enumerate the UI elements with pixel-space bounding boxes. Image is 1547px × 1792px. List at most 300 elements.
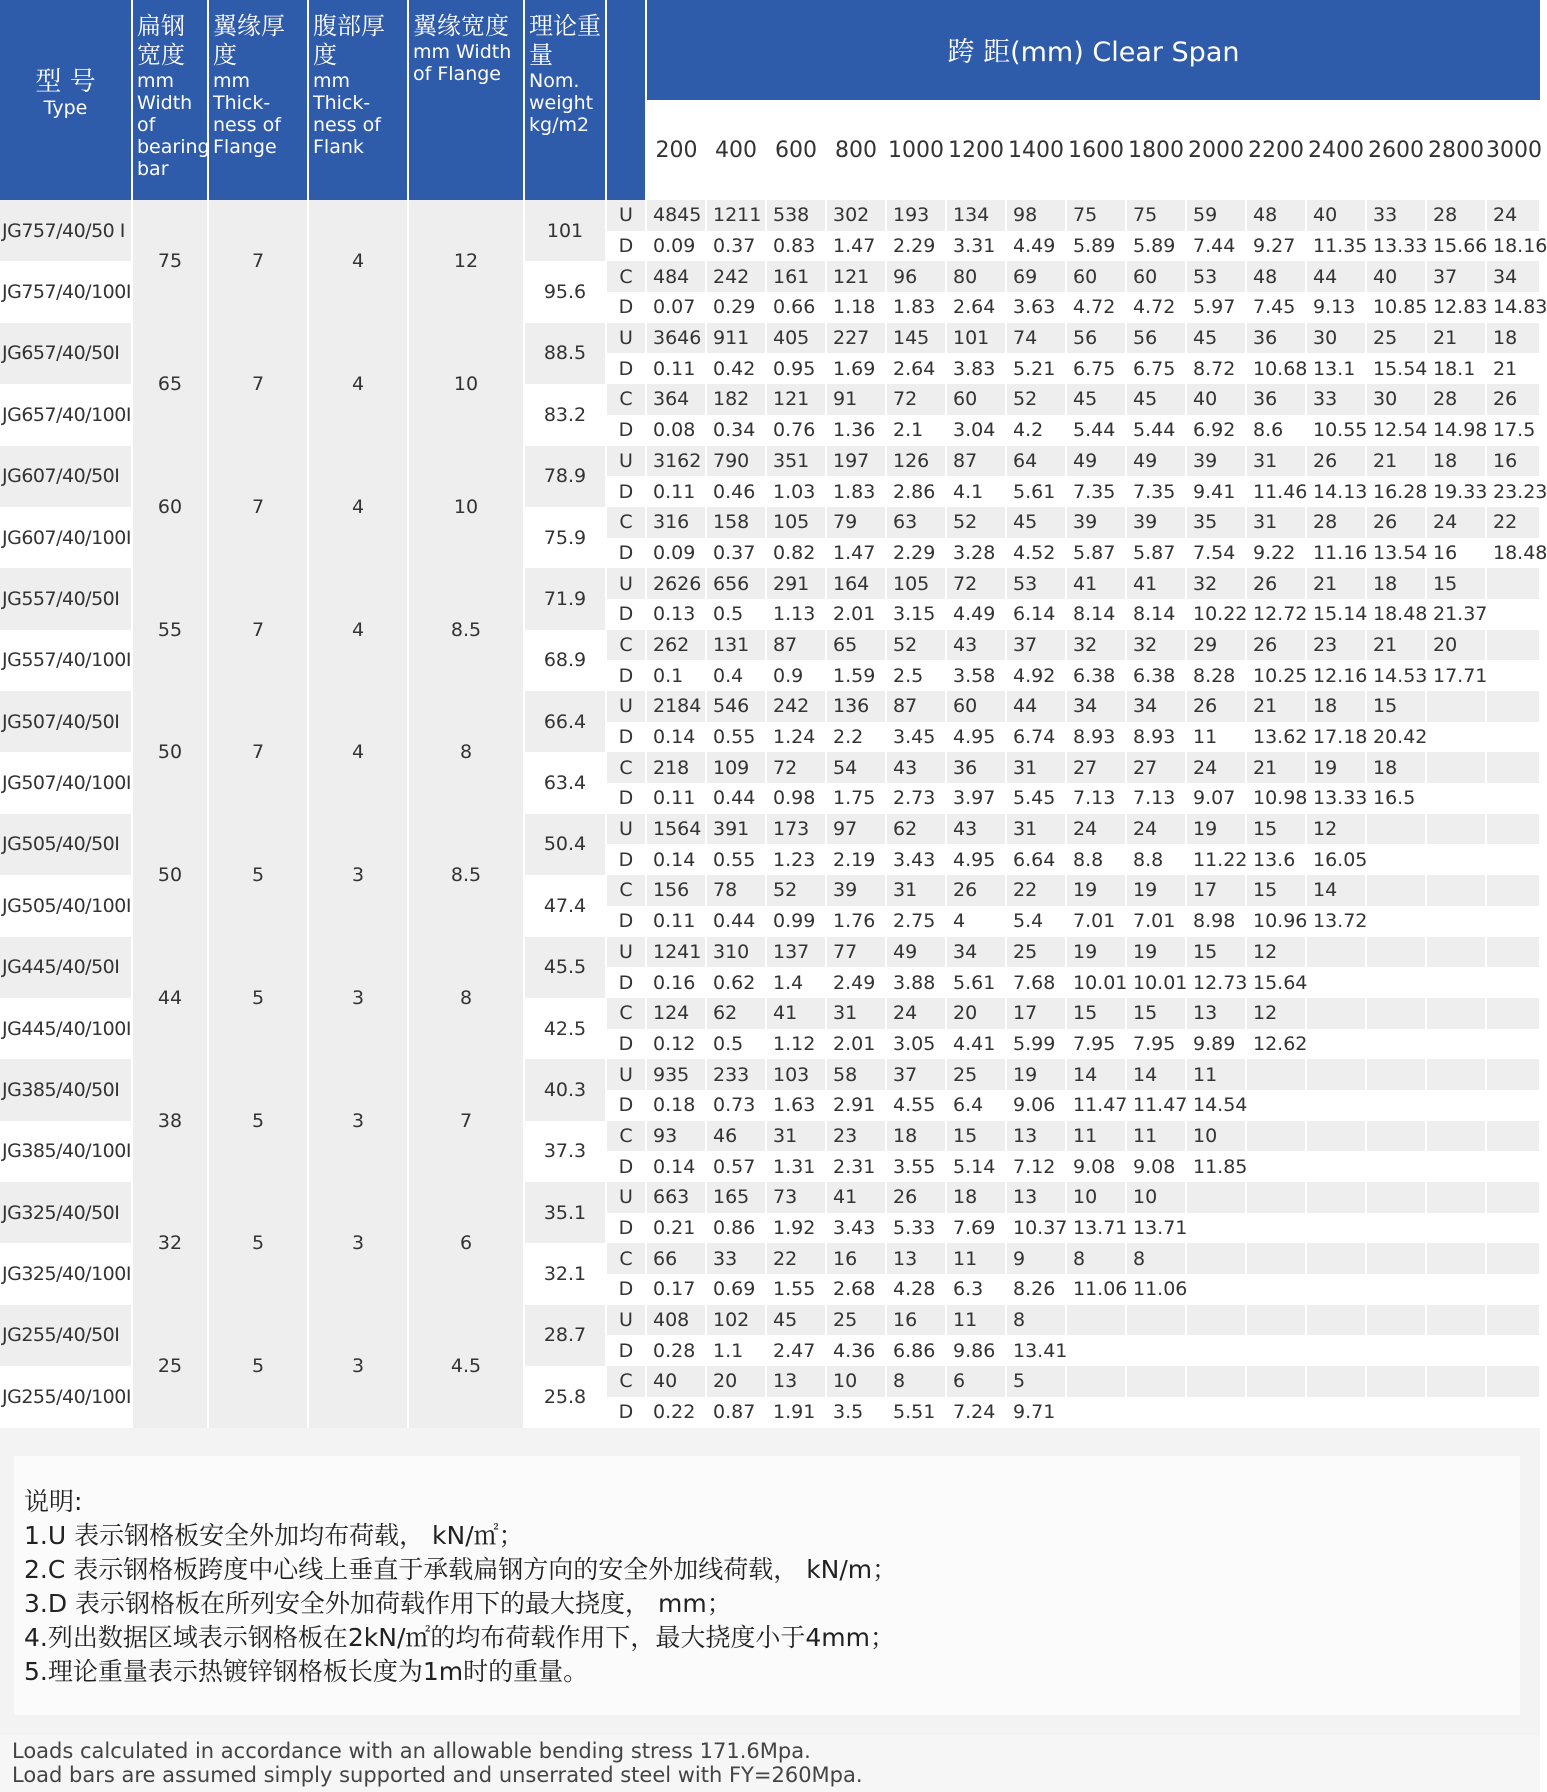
spec-width-cell: 44 <box>132 937 208 1060</box>
value-cell: 12.83 <box>1426 292 1486 323</box>
value-cell: 4845 <box>646 200 706 231</box>
weight-cell: 47.4 <box>524 875 606 936</box>
value-cell: 9.08 <box>1066 1151 1126 1182</box>
value-cell: 0.73 <box>706 1090 766 1121</box>
value-cell <box>1486 568 1540 599</box>
value-cell: 1.83 <box>886 292 946 323</box>
value-cell <box>1366 1029 1426 1060</box>
value-cell: 9.13 <box>1306 292 1366 323</box>
value-cell: 16 <box>886 1305 946 1336</box>
value-cell: 0.82 <box>766 538 826 569</box>
value-cell: 408 <box>646 1305 706 1336</box>
load-type-cell: D <box>606 415 646 446</box>
value-cell: 0.14 <box>646 1151 706 1182</box>
header-load-type <box>606 0 646 200</box>
spec-flank-thk-cell: 3 <box>308 1305 408 1428</box>
value-cell <box>1486 783 1540 814</box>
value-cell: 53 <box>1186 261 1246 292</box>
value-cell: 16.28 <box>1366 476 1426 507</box>
value-cell: 12 <box>1246 937 1306 968</box>
value-cell: 63 <box>886 507 946 538</box>
value-cell <box>1366 1243 1426 1274</box>
weight-cell: 71.9 <box>524 568 606 629</box>
type-cell: JG507/40/50I <box>0 691 132 752</box>
value-cell: 19 <box>1066 875 1126 906</box>
value-cell: 18 <box>1306 691 1366 722</box>
spec-flank-thk-cell: 4 <box>308 691 408 814</box>
value-cell: 1.13 <box>766 599 826 630</box>
value-cell <box>1486 1274 1540 1305</box>
span-header-cell: 1400 <box>1006 100 1066 200</box>
weight-cell: 32.1 <box>524 1243 606 1304</box>
note-item: 5.理论重量表示热镀锌钢格板长度为1m时的重量。 <box>24 1657 589 1686</box>
value-cell: 0.5 <box>706 599 766 630</box>
value-cell: 9 <box>1006 1243 1066 1274</box>
weight-cell: 68.9 <box>524 630 606 691</box>
load-type-cell: C <box>606 384 646 415</box>
value-cell: 1.59 <box>826 660 886 691</box>
type-cell: JG505/40/100I <box>0 875 132 936</box>
value-cell: 164 <box>826 568 886 599</box>
spec-flange-thk-cell: 7 <box>208 691 308 814</box>
value-cell <box>1246 1121 1306 1152</box>
value-cell: 28 <box>1426 200 1486 231</box>
value-cell <box>1306 1029 1366 1060</box>
value-cell: 8.8 <box>1126 844 1186 875</box>
value-cell: 20 <box>946 998 1006 1029</box>
spec-width-cell: 60 <box>132 446 208 569</box>
header-weight-zh: 理论重量 <box>529 12 601 69</box>
value-cell: 3646 <box>646 323 706 354</box>
value-cell <box>1426 1059 1486 1090</box>
value-cell: 11.22 <box>1186 844 1246 875</box>
value-cell: 11.35 <box>1306 231 1366 262</box>
value-cell: 0.17 <box>646 1274 706 1305</box>
value-cell: 7.13 <box>1126 783 1186 814</box>
table-row <box>0 691 1540 722</box>
value-cell: 21 <box>1366 446 1426 477</box>
value-cell: 0.11 <box>646 783 706 814</box>
value-cell: 1.12 <box>766 1029 826 1060</box>
span-header-cell: 2600 <box>1366 100 1426 200</box>
value-cell <box>1426 1213 1486 1244</box>
value-cell <box>1366 1182 1426 1213</box>
value-cell: 6.38 <box>1066 660 1126 691</box>
value-cell <box>1426 1274 1486 1305</box>
value-cell: 20 <box>706 1366 766 1397</box>
value-cell: 74 <box>1006 323 1066 354</box>
span-header-cell: 2200 <box>1246 100 1306 200</box>
value-cell: 19 <box>1126 875 1186 906</box>
value-cell: 10 <box>1126 1182 1186 1213</box>
value-cell <box>1426 998 1486 1029</box>
load-type-cell: U <box>606 814 646 845</box>
value-cell: 13.72 <box>1306 906 1366 937</box>
value-cell: 6.86 <box>886 1335 946 1366</box>
value-cell: 40 <box>1186 384 1246 415</box>
value-cell: 33 <box>1306 384 1366 415</box>
span-header-cell: 1800 <box>1126 100 1186 200</box>
value-cell <box>1366 1090 1426 1121</box>
value-cell: 58 <box>826 1059 886 1090</box>
header-weight <box>524 0 606 200</box>
value-cell <box>1126 1335 1186 1366</box>
type-cell: JG385/40/50I <box>0 1059 132 1120</box>
value-cell: 0.66 <box>766 292 826 323</box>
note-item: 4.列出数据区域表示钢格板在2kN/㎡的均布荷载作用下，最大挠度小于4mm； <box>24 1623 895 1652</box>
span-title: 跨 距(mm) Clear Span <box>647 0 1540 70</box>
type-cell: JG607/40/100I <box>0 507 132 568</box>
value-cell <box>1306 998 1366 1029</box>
spec-flank-thk-cell: 3 <box>308 1182 408 1305</box>
value-cell <box>1426 691 1486 722</box>
value-cell <box>1366 1366 1426 1397</box>
value-cell <box>1246 1366 1306 1397</box>
load-type-cell: D <box>606 783 646 814</box>
value-cell: 2626 <box>646 568 706 599</box>
value-cell: 34 <box>1066 691 1126 722</box>
value-cell: 39 <box>1186 446 1246 477</box>
value-cell: 1.83 <box>826 476 886 507</box>
value-cell <box>1426 1151 1486 1182</box>
value-cell <box>1486 722 1540 753</box>
value-cell: 7.95 <box>1126 1029 1186 1060</box>
value-cell: 2.31 <box>826 1151 886 1182</box>
spec-flange-thk-cell: 7 <box>208 200 308 323</box>
load-type-cell: C <box>606 998 646 1029</box>
value-cell: 218 <box>646 752 706 783</box>
spec-flange-w-cell: 8 <box>408 937 524 1060</box>
value-cell <box>1486 937 1540 968</box>
value-cell: 11 <box>1186 722 1246 753</box>
value-cell: 17 <box>1006 998 1066 1029</box>
value-cell: 7.69 <box>946 1213 1006 1244</box>
value-cell: 5.87 <box>1126 538 1186 569</box>
value-cell: 105 <box>766 507 826 538</box>
value-cell: 72 <box>946 568 1006 599</box>
value-cell <box>1486 906 1540 937</box>
value-cell: 43 <box>886 752 946 783</box>
value-cell: 10.68 <box>1246 353 1306 384</box>
value-cell: 0.16 <box>646 967 706 998</box>
spec-flange-thk-cell: 5 <box>208 937 308 1060</box>
value-cell: 193 <box>886 200 946 231</box>
value-cell: 45 <box>1006 507 1066 538</box>
value-cell: 6.92 <box>1186 415 1246 446</box>
value-cell: 2.01 <box>826 1029 886 1060</box>
header-width-zh: 扁钢宽度 <box>137 12 185 69</box>
table-row <box>0 1059 1540 1090</box>
value-cell: 4.49 <box>1006 231 1066 262</box>
value-cell <box>1486 660 1540 691</box>
value-cell: 11.06 <box>1126 1274 1186 1305</box>
value-cell: 8.93 <box>1126 722 1186 753</box>
value-cell: 16.5 <box>1366 783 1426 814</box>
value-cell: 3.15 <box>886 599 946 630</box>
value-cell <box>1306 1059 1366 1090</box>
value-cell: 79 <box>826 507 886 538</box>
header-clear-span <box>646 0 1540 100</box>
value-cell: 12.73 <box>1186 967 1246 998</box>
value-cell: 2.73 <box>886 783 946 814</box>
value-cell <box>1426 844 1486 875</box>
value-cell: 22 <box>766 1243 826 1274</box>
value-cell <box>1246 1151 1306 1182</box>
value-cell <box>1486 967 1540 998</box>
value-cell: 8.14 <box>1066 599 1126 630</box>
weight-cell: 83.2 <box>524 384 606 445</box>
value-cell: 5.33 <box>886 1213 946 1244</box>
value-cell: 3.5 <box>826 1397 886 1428</box>
value-cell: 17.5 <box>1486 415 1540 446</box>
value-cell: 13.1 <box>1306 353 1366 384</box>
value-cell: 13.71 <box>1066 1213 1126 1244</box>
value-cell: 5.61 <box>946 967 1006 998</box>
spec-flange-w-cell: 10 <box>408 323 524 446</box>
value-cell: 6.74 <box>1006 722 1066 753</box>
value-cell: 8.8 <box>1066 844 1126 875</box>
value-cell: 5.44 <box>1126 415 1186 446</box>
value-cell: 5.89 <box>1126 231 1186 262</box>
value-cell: 2.49 <box>826 967 886 998</box>
value-cell <box>1246 1397 1306 1428</box>
value-cell: 9.27 <box>1246 231 1306 262</box>
type-cell: JG255/40/100I <box>0 1366 132 1427</box>
value-cell: 56 <box>1126 323 1186 354</box>
value-cell <box>1366 998 1426 1029</box>
weight-cell: 63.4 <box>524 752 606 813</box>
span-header-cell: 400 <box>706 100 766 200</box>
table-row <box>0 1182 1540 1213</box>
value-cell: 0.21 <box>646 1213 706 1244</box>
value-cell: 32 <box>1066 630 1126 661</box>
value-cell: 41 <box>826 1182 886 1213</box>
load-type-cell: U <box>606 446 646 477</box>
value-cell <box>1306 1151 1366 1182</box>
value-cell: 21 <box>1426 323 1486 354</box>
spec-flank-thk-cell: 4 <box>308 323 408 446</box>
value-cell: 11.85 <box>1186 1151 1246 1182</box>
value-cell: 34 <box>946 937 1006 968</box>
note-item: 2.C 表示钢格板跨度中心线上垂直于承载扁钢方向的安全外加线荷载， kN/m； <box>24 1555 898 1584</box>
load-type-cell: U <box>606 200 646 231</box>
value-cell: 0.08 <box>646 415 706 446</box>
spec-flank-thk-cell: 3 <box>308 937 408 1060</box>
value-cell: 24 <box>1126 814 1186 845</box>
value-cell: 5.61 <box>1006 476 1066 507</box>
value-cell: 21 <box>1306 568 1366 599</box>
value-cell: 45 <box>766 1305 826 1336</box>
value-cell: 6.3 <box>946 1274 1006 1305</box>
type-cell: JG557/40/50I <box>0 568 132 629</box>
value-cell <box>1186 1182 1246 1213</box>
value-cell: 101 <box>946 323 1006 354</box>
span-header-cell: 3000 <box>1486 100 1540 200</box>
value-cell <box>1306 1397 1366 1428</box>
value-cell: 14 <box>1126 1059 1186 1090</box>
value-cell: 44 <box>1306 261 1366 292</box>
value-cell: 19 <box>1066 937 1126 968</box>
value-cell: 3.04 <box>946 415 1006 446</box>
value-cell <box>1426 1121 1486 1152</box>
value-cell <box>1486 1182 1540 1213</box>
value-cell: 2.75 <box>886 906 946 937</box>
value-cell <box>1366 967 1426 998</box>
value-cell: 233 <box>706 1059 766 1090</box>
value-cell: 2.1 <box>886 415 946 446</box>
value-cell: 310 <box>706 937 766 968</box>
value-cell: 40 <box>1306 200 1366 231</box>
value-cell: 12.16 <box>1306 660 1366 691</box>
value-cell: 66 <box>646 1243 706 1274</box>
value-cell: 19 <box>1006 1059 1066 1090</box>
load-type-cell: C <box>606 1366 646 1397</box>
notes-panel <box>14 1456 1520 1715</box>
load-type-cell: D <box>606 476 646 507</box>
value-cell <box>1486 752 1540 783</box>
value-cell: 17 <box>1186 875 1246 906</box>
value-cell: 7.45 <box>1246 292 1306 323</box>
value-cell <box>1426 722 1486 753</box>
value-cell: 8 <box>886 1366 946 1397</box>
value-cell: 13.6 <box>1246 844 1306 875</box>
value-cell <box>1366 1213 1426 1244</box>
load-type-cell: D <box>606 1335 646 1366</box>
value-cell: 8.72 <box>1186 353 1246 384</box>
load-type-cell: U <box>606 1059 646 1090</box>
value-cell: 0.83 <box>766 231 826 262</box>
value-cell: 0.5 <box>706 1029 766 1060</box>
value-cell: 391 <box>706 814 766 845</box>
value-cell <box>1186 1243 1246 1274</box>
value-cell <box>1426 1305 1486 1336</box>
value-cell: 60 <box>1066 261 1126 292</box>
value-cell: 87 <box>766 630 826 661</box>
value-cell <box>1486 1121 1540 1152</box>
value-cell <box>1306 1213 1366 1244</box>
span-header-cell: 800 <box>826 100 886 200</box>
value-cell: 91 <box>826 384 886 415</box>
value-cell: 87 <box>946 446 1006 477</box>
spec-flange-w-cell: 6 <box>408 1182 524 1305</box>
value-cell: 3.45 <box>886 722 946 753</box>
value-cell: 9.07 <box>1186 783 1246 814</box>
value-cell: 0.46 <box>706 476 766 507</box>
value-cell <box>1486 691 1540 722</box>
value-cell <box>1246 1305 1306 1336</box>
value-cell <box>1426 1182 1486 1213</box>
value-cell: 364 <box>646 384 706 415</box>
header-flank-thickness <box>308 0 408 200</box>
value-cell: 72 <box>886 384 946 415</box>
value-cell <box>1306 1305 1366 1336</box>
value-cell: 156 <box>646 875 706 906</box>
value-cell: 6.64 <box>1006 844 1066 875</box>
value-cell: 39 <box>1066 507 1126 538</box>
value-cell: 18 <box>1426 446 1486 477</box>
value-cell: 24 <box>1486 200 1540 231</box>
value-cell: 18.16 <box>1486 231 1540 262</box>
value-cell: 26 <box>1486 384 1540 415</box>
value-cell: 0.99 <box>766 906 826 937</box>
value-cell: 75 <box>1066 200 1126 231</box>
value-cell: 97 <box>826 814 886 845</box>
table-row <box>0 937 1540 968</box>
value-cell: 242 <box>706 261 766 292</box>
value-cell: 165 <box>706 1182 766 1213</box>
load-type-cell: U <box>606 691 646 722</box>
value-cell <box>1246 1243 1306 1274</box>
value-cell: 3.43 <box>886 844 946 875</box>
value-cell: 11 <box>1126 1121 1186 1152</box>
value-cell: 13.33 <box>1366 231 1426 262</box>
value-cell: 0.07 <box>646 292 706 323</box>
value-cell: 96 <box>886 261 946 292</box>
spec-flange-w-cell: 4.5 <box>408 1305 524 1428</box>
value-cell: 22 <box>1486 507 1540 538</box>
table-row <box>0 814 1540 845</box>
value-cell <box>1126 1305 1186 1336</box>
type-cell: JG657/40/50I <box>0 323 132 384</box>
value-cell: 17.18 <box>1306 722 1366 753</box>
value-cell: 77 <box>826 937 886 968</box>
value-cell: 0.18 <box>646 1090 706 1121</box>
value-cell: 37 <box>1006 630 1066 661</box>
value-cell: 48 <box>1246 261 1306 292</box>
value-cell: 6 <box>946 1366 1006 1397</box>
value-cell <box>1486 844 1540 875</box>
value-cell: 10.96 <box>1246 906 1306 937</box>
value-cell <box>1186 1335 1246 1366</box>
header-flank-thk-zh: 腹部厚度 <box>313 12 385 69</box>
value-cell: 5 <box>1006 1366 1066 1397</box>
value-cell: 13 <box>886 1243 946 1274</box>
header-weight-en: Nom. weight kg/m2 <box>529 70 594 136</box>
value-cell <box>1066 1335 1126 1366</box>
load-type-cell: C <box>606 752 646 783</box>
value-cell: 2.64 <box>946 292 1006 323</box>
weight-cell: 37.3 <box>524 1121 606 1182</box>
value-cell: 31 <box>766 1121 826 1152</box>
value-cell: 5.51 <box>886 1397 946 1428</box>
value-cell: 23 <box>826 1121 886 1152</box>
load-type-cell: D <box>606 1213 646 1244</box>
value-cell: 7.95 <box>1066 1029 1126 1060</box>
value-cell: 105 <box>886 568 946 599</box>
value-cell: 351 <box>766 446 826 477</box>
type-cell: JG255/40/50I <box>0 1305 132 1366</box>
value-cell: 25 <box>946 1059 1006 1090</box>
value-cell <box>1366 1059 1426 1090</box>
value-cell: 62 <box>886 814 946 845</box>
header-width <box>132 0 208 200</box>
value-cell: 24 <box>1066 814 1126 845</box>
note-item: 1.U 表示钢格板安全外加均布荷载， kN/㎡； <box>24 1521 524 1550</box>
value-cell: 0.37 <box>706 538 766 569</box>
span-header-cell: 2400 <box>1306 100 1366 200</box>
value-cell: 40 <box>646 1366 706 1397</box>
value-cell: 4.36 <box>826 1335 886 1366</box>
value-cell: 405 <box>766 323 826 354</box>
value-cell: 12.72 <box>1246 599 1306 630</box>
value-cell: 30 <box>1306 323 1366 354</box>
value-cell: 8.14 <box>1126 599 1186 630</box>
load-type-cell: D <box>606 660 646 691</box>
weight-cell: 40.3 <box>524 1059 606 1120</box>
value-cell: 18 <box>1366 752 1426 783</box>
value-cell: 302 <box>826 200 886 231</box>
value-cell: 15 <box>1246 814 1306 845</box>
